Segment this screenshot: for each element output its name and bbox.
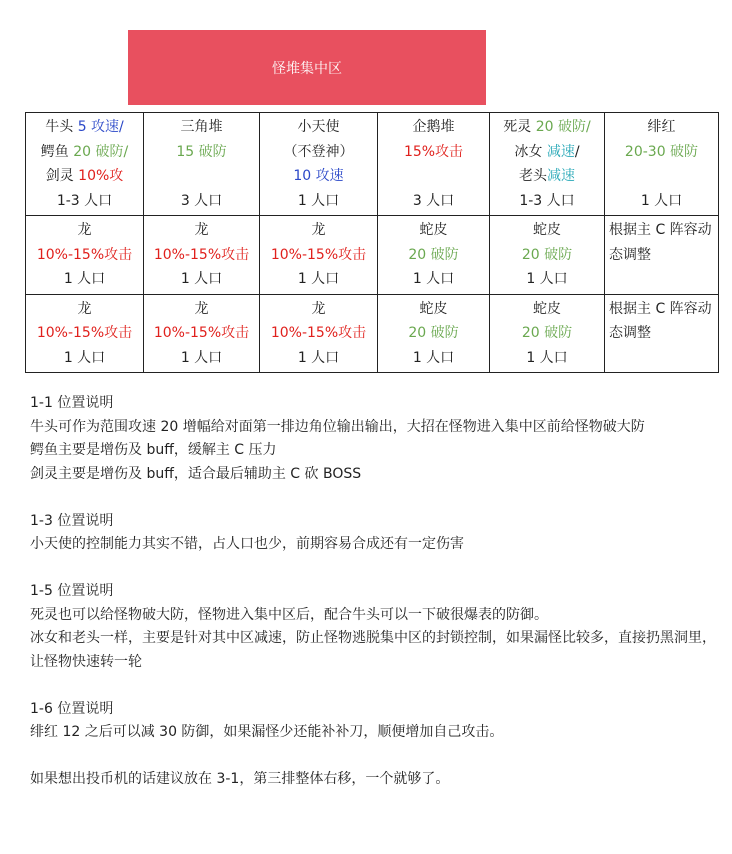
unit-stat: 减速 (547, 168, 575, 184)
section-title: 1-1 位置说明 (30, 395, 114, 411)
unit-population: 1 人口 (640, 192, 683, 209)
cell-2-4 (378, 216, 490, 295)
section-text: 绯红 12 之后可以减 30 防御，如果漏怪少还能补补刀，顺便增加自己攻击。 (30, 724, 504, 740)
unit-stat: 10%-15%攻击 (153, 246, 250, 263)
cell-1-5 (490, 113, 605, 216)
unit-population: 1 人口 (63, 349, 106, 366)
section-text: 鳄鱼主要是增伤及 buff，缓解主 C 压力 (30, 442, 277, 458)
unit-name: 三角堆 (180, 119, 223, 135)
unit-stat: 10%-15%攻击 (36, 246, 133, 263)
cell-3-4 (378, 294, 490, 373)
unit-stat: 5 攻速/ (77, 119, 124, 135)
unit-stat: 20 破防/ (535, 119, 591, 135)
unit-population: 1-3 人口 (56, 192, 113, 209)
unit-name: 龙 (77, 222, 92, 238)
unit-note: （不登神） (283, 143, 354, 160)
unit-population: 3 人口 (412, 192, 455, 209)
cell-1-4 (378, 113, 490, 216)
unit-stat: 10 攻速 (293, 168, 344, 184)
unit-population: 1 人口 (412, 349, 455, 366)
unit-stat: 20 破防 (521, 325, 573, 341)
section-text: 牛头可作为范围攻速 20 增幅给对面第一排边角位输出输出，大招在怪物进入集中区前给怪物破大防 (30, 418, 645, 435)
unit-population: 1-3 人口 (519, 192, 575, 209)
unit-population: 3 人口 (180, 192, 223, 209)
unit-population: 1 人口 (63, 271, 106, 287)
unit-population: 1 人口 (180, 271, 223, 287)
grid-row-1 (26, 113, 719, 216)
unit-name: 剑灵 (45, 168, 74, 184)
zone-banner (128, 30, 486, 105)
unit-name: 蛇皮 (419, 300, 448, 317)
cell-3-2 (144, 294, 260, 373)
unit-name: 企鹅堆 (412, 119, 455, 135)
unit-stat: 15%攻击 (403, 143, 464, 160)
unit-population: 1 人口 (526, 349, 568, 366)
grid-row-2 (26, 216, 719, 295)
unit-name: 龙 (194, 222, 209, 238)
footer-note: 如果想出投币机的话建议放在 3-1，第三排整体右移，一个就够了。 (30, 771, 450, 787)
unit-name: 小天使 (297, 119, 340, 135)
unit-population: 1 人口 (297, 192, 340, 209)
unit-stat: 15 破防 (176, 143, 227, 160)
separator: / (574, 143, 580, 160)
unit-name: 蛇皮 (533, 300, 561, 317)
placement-grid (25, 112, 719, 373)
cell-2-2 (144, 216, 260, 295)
unit-name: 死灵 (503, 119, 532, 135)
cell-3-5 (490, 294, 605, 373)
banner-title: 怪堆集中区 (272, 60, 342, 77)
cell-3-1 (26, 294, 144, 373)
section-text: 死灵也可以给怪物破大防，怪物进入集中区后，配合牛头可以一下破很爆表的防御。 (30, 606, 548, 623)
unit-name: 鳄鱼 (40, 143, 69, 160)
cell-2-5 (490, 216, 605, 295)
unit-name: 龙 (311, 300, 326, 317)
unit-population: 1 人口 (180, 349, 223, 366)
unit-stat: 减速 (546, 143, 575, 160)
cell-1-2 (144, 113, 260, 216)
unit-stat: 10%-15%攻击 (36, 325, 133, 341)
unit-population: 1 人口 (412, 271, 455, 287)
unit-stat: 20-30 破防 (624, 143, 699, 160)
unit-stat: 10%-15%攻击 (270, 325, 367, 341)
cell-note: 根据主 C 阵容动态调整 (609, 222, 712, 263)
unit-name: 龙 (194, 300, 209, 317)
section-text: 剑灵主要是增伤及 buff，适合最后辅助主 C 砍 BOSS (30, 465, 362, 482)
unit-stat: 20 破防/ (73, 143, 129, 160)
section-title: 1-5 位置说明 (30, 583, 114, 599)
cell-2-1 (26, 216, 144, 295)
unit-name: 绯红 (647, 119, 676, 135)
section-text: 冰女和老头一样，主要是针对其中区减速，防止怪物逃脱集中区的封锁控制，如果漏怪比较多，直接扔黑洞里，让怪物快速转一轮 (30, 630, 716, 670)
unit-name: 牛头 (45, 119, 74, 135)
cell-3-6 (605, 294, 719, 373)
unit-stat: 20 破防 (408, 246, 459, 263)
unit-name: 龙 (311, 222, 326, 238)
unit-stat: 10%-15%攻击 (270, 246, 367, 263)
unit-stat: 20 破防 (521, 246, 573, 263)
section-title: 1-6 位置说明 (30, 700, 114, 717)
cell-note: 根据主 C 阵容动态调整 (609, 300, 712, 341)
cell-3-3 (260, 294, 378, 373)
grid-row-3 (26, 294, 719, 373)
unit-population: 1 人口 (526, 271, 568, 287)
cell-2-3 (260, 216, 378, 295)
unit-stat: 10%攻 (78, 168, 124, 184)
unit-name: 龙 (77, 300, 92, 317)
unit-name: 蛇皮 (419, 222, 448, 238)
cell-1-6 (605, 113, 719, 216)
unit-population: 1 人口 (297, 349, 340, 366)
unit-stat: 10%-15%攻击 (153, 325, 250, 341)
unit-stat: 20 破防 (408, 325, 459, 341)
section-text: 小天使的控制能力其实不错，占人口也少，前期容易合成还有一定伤害 (30, 536, 464, 552)
section-title: 1-3 位置说明 (30, 512, 114, 529)
unit-name: 冰女 (514, 143, 543, 160)
notes-section (30, 392, 720, 792)
unit-name: 老头 (519, 168, 547, 184)
unit-name: 蛇皮 (533, 222, 561, 238)
unit-population: 1 人口 (297, 271, 340, 287)
cell-1-3 (260, 113, 378, 216)
cell-1-1 (26, 113, 144, 216)
cell-2-6 (605, 216, 719, 295)
